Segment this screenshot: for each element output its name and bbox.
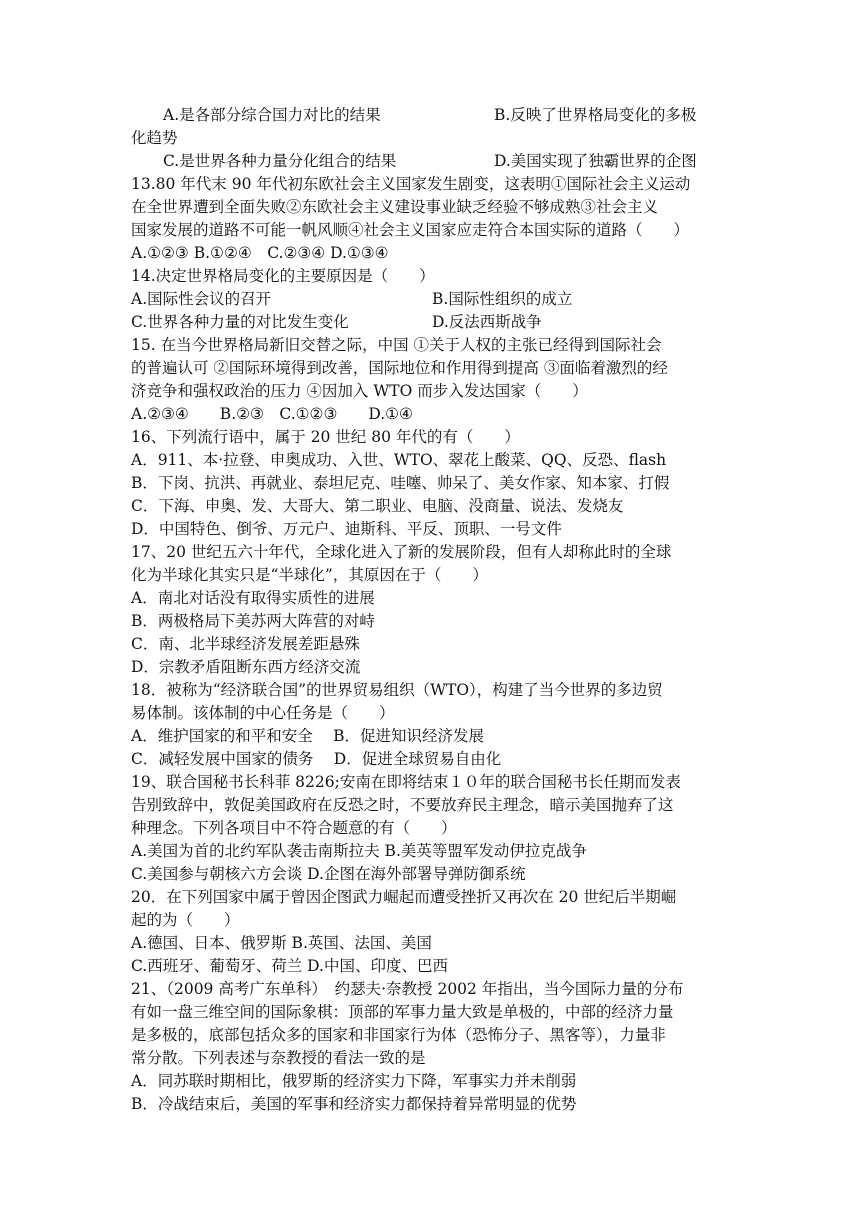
answer-options: A.①②③ B.①②④ C.②③④ D.①③④ xyxy=(131,244,389,262)
text-line: 是多极的，底部包括众多的国家和非国家行为体（恐怖分子、黑客等），力量非 xyxy=(131,1026,666,1044)
options-ab: A.美国为首的北约军队袭击南斯拉夫 B.美英等盟军发动伊拉克战争 xyxy=(131,842,587,860)
options-cd: C.西班牙、葡萄牙、荷兰 D.中国、印度、巴西 xyxy=(131,957,448,975)
option-a-q14: A.国际性会议的召开 xyxy=(131,290,272,308)
option-c-q12: C.是世界各种力量分化组合的结果 xyxy=(163,152,397,170)
text-line: 济竞争和强权政治的压力 ④因加入 WTO 而步入发达国家（ ） xyxy=(131,382,588,400)
text-line: 的普遍认可 ②国际环境得到改善，国际地位和作用得到提高 ③面临着激烈的经 xyxy=(131,359,668,377)
text-line: 化趋势 xyxy=(131,129,178,147)
option-a: A．同苏联时期相比，俄罗斯的经济实力下降，军事实力并未削弱 xyxy=(131,1072,577,1090)
text-line: 常分散。下列表述与奈教授的看法一致的是 xyxy=(131,1049,426,1067)
option-b: B．两极格局下美苏两大阵营的对峙 xyxy=(131,612,375,630)
option-c: C．下海、申奥、发、大哥大、第二职业、电脑、没商量、说法、发烧友 xyxy=(131,497,624,515)
question-20: 20．在下列国家中属于曾因企图武力崛起而遭受挫折又再次在 20 世纪后半期崛 xyxy=(131,888,677,906)
text-line: 起的为（ ） xyxy=(131,911,240,929)
option-a: A．南北对话没有取得实质性的进展 xyxy=(131,589,375,607)
question-13: 13.80 年代末 90 年代初东欧社会主义国家发生剧变，这表明①国际社会主义运动 xyxy=(131,175,691,193)
options-ab: A.德国、日本、俄罗斯 B.英国、法国、美国 xyxy=(131,934,432,952)
text-line: 告别致辞中，敦促美国政府在反恐之时，不要放弃民主理念，暗示美国抛弃了这 xyxy=(131,796,674,814)
question-21: 21、（2009 高考广东单科） 约瑟夫·奈教授 2002 年指出，当今国际力量的分布 xyxy=(131,980,684,998)
text-line: 易体制。该体制的中心任务是（ ） xyxy=(131,704,395,722)
option-d: D．宗教矛盾阻断东西方经济交流 xyxy=(131,658,361,676)
question-17: 17、20 世纪五六十年代，全球化进入了新的发展阶段，但有人却称此时的全球 xyxy=(131,543,672,561)
text-line: 有如一盘三维空间的国际象棋：顶部的军事力量大致是单极的，中部的经济力量 xyxy=(131,1003,674,1021)
option-d: D．中国特色、倒爷、万元户、迪斯科、平反、顶职、一号文件 xyxy=(131,520,562,538)
question-14: 14.决定世界格局变化的主要原因是（ ） xyxy=(131,267,435,285)
option-c: C．南、北半球经济发展差距悬殊 xyxy=(131,635,360,653)
text-line: 国家发展的道路不可能一帆风顺④社会主义国家应走符合本国实际的道路（ ） xyxy=(131,221,690,239)
option-b: B．下岗、抗洪、再就业、泰坦尼克、哇噻、帅呆了、美女作家、知本家、打假 xyxy=(131,474,670,492)
text-line: 在全世界遭到全面失败②东欧社会主义建设事业缺乏经验不够成熟③社会主义 xyxy=(131,198,659,216)
option-b-q14: B.国际性组织的成立 xyxy=(432,290,573,308)
question-16: 16、下列流行语中，属于 20 世纪 80 年代的有（ ） xyxy=(131,428,520,446)
options-cd: C．减轻发展中国家的债务 D．促进全球贸易自由化 xyxy=(131,750,502,768)
options-cd: C.美国参与朝核六方会谈 D.企图在海外部署导弹防御系统 xyxy=(131,865,526,883)
option-c-q14: C.世界各种力量的对比发生变化 xyxy=(131,313,349,331)
option-b-q12: B.反映了世界格局变化的多极 xyxy=(494,106,697,124)
option-a: A．911、本·拉登、申奥成功、入世、WTO、翠花上酸菜、QQ、反恐、flash xyxy=(131,451,667,469)
option-b: B．冷战结束后，美国的军事和经济实力都保持着异常明显的优势 xyxy=(131,1095,577,1113)
option-d-q14: D.反法西斯战争 xyxy=(432,313,542,331)
question-18: 18．被称为“经济联合国”的世界贸易组织（WTO），构建了当今世界的多边贸 xyxy=(131,681,663,699)
text-line: 化为半球化其实只是“半球化”，其原因在于（ ） xyxy=(131,566,488,584)
option-a-q12: A.是各部分综合国力对比的结果 xyxy=(163,106,381,124)
option-d-q12: D.美国实现了独霸世界的企图 xyxy=(494,152,697,170)
question-15: 15. 在当今世界格局新旧交替之际，中国 ①关于人权的主张已经得到国际社会 xyxy=(131,336,662,354)
text-line: 种理念。下列各项目中不符合题意的有（ ） xyxy=(131,819,457,837)
options-ab: A．维护国家的和平和安全 B．促进知识经济发展 xyxy=(131,727,485,745)
question-19: 19、联合国秘书长科菲 8226;安南在即将结束１０年的联合国秘书长任期而发表 xyxy=(131,773,681,791)
answer-options: A.②③④ B.②③ C.①②③ D.①④ xyxy=(131,405,413,423)
